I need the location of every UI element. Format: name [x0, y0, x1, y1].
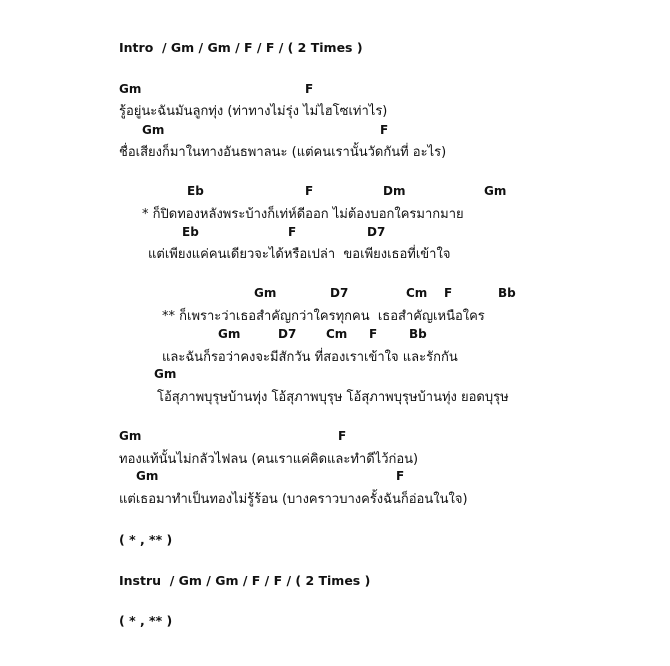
chord: Bb [498, 286, 516, 300]
chord: F [380, 123, 389, 137]
chord: D7 [367, 225, 386, 239]
chord: Gm [218, 327, 241, 341]
lyric-line: รู้อยู่นะฉันมันลูกทุ่ง (ท่าทางไม่รุ่ง ไม่ไฮโซเท่าไร) [119, 104, 388, 119]
chord: F [338, 429, 347, 443]
chord: F [305, 184, 314, 198]
repeat-marker-2: ( * , ** ) [119, 613, 173, 628]
lyric-line: * ก็ปิดทองหลังพระบ้างก็เท่ห์ดีออก ไม่ต้องบอกใครมากมาย [142, 207, 464, 222]
chord: F [305, 82, 314, 96]
chord: Gm [119, 82, 142, 96]
intro-line: Intro / Gm / Gm / F / F / ( 2 Times ) [119, 40, 363, 55]
chord: F [288, 225, 297, 239]
chord: Gm [254, 286, 277, 300]
chord: Bb [409, 327, 427, 341]
lyric-line: ชื่อเสียงก็มาในทางอันธพาลนะ (แต่คนเรานั้นวัดกันที่ อะไร) [119, 145, 447, 160]
chord: Eb [182, 225, 199, 239]
chord: Gm [142, 123, 165, 137]
chord: Gm [154, 367, 177, 381]
lyric-line: แต่เธอมาทำเป็นทองไม่รู้ร้อน (บางคราวบางครั้งฉันก็อ่อนในใจ) [119, 492, 468, 507]
lyric-line: โอ้สุภาพบุรุษบ้านทุ่ง โอ้สุภาพบุรุษ โอ้สุภาพบุรุษบ้านทุ่ง ยอดบุรุษ [157, 390, 509, 405]
chord: Gm [484, 184, 507, 198]
chord: F [369, 327, 378, 341]
chord: F [396, 469, 405, 483]
instru-line: Instru / Gm / Gm / F / F / ( 2 Times ) [119, 573, 371, 588]
chord: Eb [187, 184, 204, 198]
chord: Cm [326, 327, 348, 341]
repeat-marker-1: ( * , ** ) [119, 532, 173, 547]
lyric-line: และฉันก็รอว่าคงจะมีสักวัน ที่สองเราเข้าใจ และรักกัน [162, 350, 458, 365]
chord: Dm [383, 184, 406, 198]
chord: Gm [119, 429, 142, 443]
lyric-line: ** ก็เพราะว่าเธอสำคัญกว่าใครทุกคน เธอสำคัญเหนือใคร [162, 309, 485, 324]
chord: F [444, 286, 453, 300]
chord: Gm [136, 469, 159, 483]
chord: D7 [330, 286, 349, 300]
chord: D7 [278, 327, 297, 341]
chord: Cm [406, 286, 428, 300]
lyric-line: ทองแท้นั้นไม่กลัวไฟลน (คนเราแค่คิดและทำดีไว้ก่อน) [119, 452, 419, 467]
lyric-line: แต่เพียงแค่คนเดียวจะได้หรือเปล่า ขอเพียงเธอที่เข้าใจ [148, 247, 451, 262]
